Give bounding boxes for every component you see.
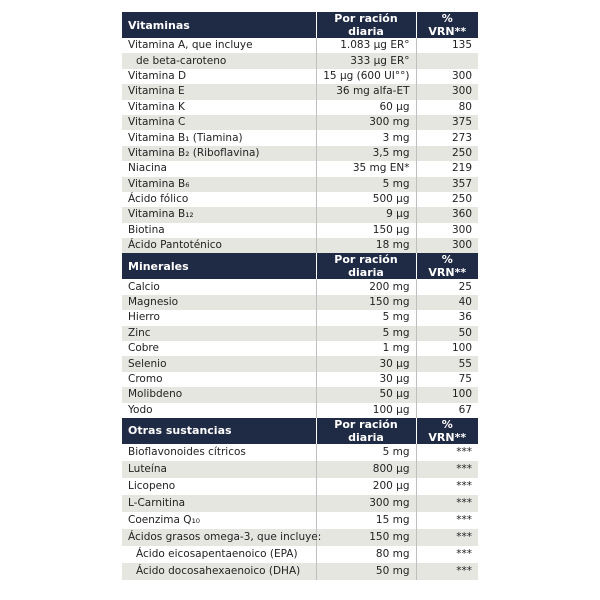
nutrient-vrn: 300 <box>416 69 478 84</box>
nutrient-amount: 500 µg <box>316 192 416 207</box>
table-row <box>122 326 478 341</box>
nutrient-vrn: 219 <box>416 161 478 176</box>
nutrient-name: Niacina <box>128 162 167 175</box>
table-row <box>122 295 478 310</box>
nutrient-amount: 150 mg <box>316 529 416 546</box>
nutrient-vrn: 40 <box>416 295 478 310</box>
nutrient-name: Ácido fólico <box>128 193 189 206</box>
amount-header: Por ración diaria <box>316 253 416 279</box>
table-row <box>122 546 478 563</box>
nutrient-name: Ácido docosahexaenoico (DHA) <box>122 563 316 580</box>
nutrient-amount: 5 mg <box>316 444 416 461</box>
nutrient-amount: 36 mg alfa-ET <box>316 84 416 99</box>
table-row <box>122 310 478 325</box>
nutrient-name: Ácido eicosapentaenoico (EPA) <box>136 547 298 560</box>
table-row <box>122 372 478 387</box>
nutrient-name: Cobre <box>128 342 159 355</box>
nutrient-amount: 1 mg <box>316 341 416 356</box>
nutrient-amount: 18 mg <box>316 238 416 253</box>
nutrient-name: Cromo <box>128 373 163 385</box>
table-row <box>122 529 478 546</box>
nutrient-amount: 50 mg <box>316 563 416 580</box>
amount-header: Por ración diaria <box>316 12 416 38</box>
section-header-minerales <box>122 253 478 279</box>
section-header-otras-sustancias <box>122 418 478 444</box>
nutrient-name: Vitamina D <box>128 69 187 82</box>
nutrient-amount: 15 mg <box>316 512 416 529</box>
table-row <box>122 279 478 294</box>
nutrient-vrn: 36 <box>416 310 478 325</box>
table-row <box>122 207 478 222</box>
table-row <box>122 563 478 580</box>
nutrient-name: Vitamina E <box>122 84 316 99</box>
table-row <box>122 403 478 418</box>
nutrient-vrn: 300 <box>416 238 478 253</box>
nutrient-name: Vitamina C <box>122 115 316 130</box>
nutrient-amount: 150 µg <box>316 223 416 238</box>
nutrient-vrn: *** <box>416 512 478 529</box>
section-title: Otras sustancias <box>122 418 316 444</box>
nutrient-vrn: 273 <box>416 130 478 145</box>
nutrient-vrn: 50 <box>416 326 478 341</box>
table-row <box>122 69 478 84</box>
nutrient-amount: 30 µg <box>316 372 416 387</box>
table-row <box>122 356 478 371</box>
nutrient-name: Vitamina B₂ (Riboflavina) <box>122 146 316 161</box>
table-row <box>122 161 478 176</box>
table-row <box>122 146 478 161</box>
nutrient-amount: 35 mg EN* <box>316 161 416 176</box>
nutrient-amount: 50 µg <box>316 387 416 402</box>
nutrient-amount: 3,5 mg <box>316 146 416 161</box>
table-row <box>122 495 478 512</box>
table-row <box>122 341 478 356</box>
nutrient-amount: 1.083 µg ER° <box>316 38 416 53</box>
table-row <box>122 387 478 402</box>
nutrient-name: Calcio <box>128 280 160 293</box>
nutrient-name: Vitamina B₆ <box>122 177 316 192</box>
nutrient-name: Vitamina A, que incluye <box>128 39 253 52</box>
section-title: Vitaminas <box>122 12 316 38</box>
vrn-header: % VRN** <box>416 253 478 279</box>
nutrient-amount: 60 µg <box>316 100 416 115</box>
nutrient-name: Selenio <box>122 356 316 371</box>
table-row <box>122 53 478 68</box>
nutrient-amount: 200 mg <box>316 279 416 294</box>
nutrient-name: Vitamina B₁ (Tiamina) <box>128 131 243 144</box>
nutrient-vrn <box>416 53 478 68</box>
nutrient-vrn: 75 <box>416 372 478 387</box>
nutrient-vrn: *** <box>416 495 478 512</box>
nutrient-vrn: *** <box>416 444 478 461</box>
nutrient-vrn: *** <box>416 478 478 495</box>
nutrient-vrn: *** <box>416 461 478 478</box>
nutrient-amount: 150 mg <box>316 295 416 310</box>
table-row <box>122 238 478 253</box>
nutrient-amount: 80 mg <box>316 546 416 563</box>
section-header-vitaminas <box>122 12 478 38</box>
nutrient-amount: 800 µg <box>316 461 416 478</box>
nutrient-name: Vitamina B₁₂ <box>122 207 316 222</box>
nutrient-amount: 3 mg <box>316 130 416 145</box>
nutrient-amount: 300 mg <box>316 495 416 512</box>
table-row <box>122 444 478 461</box>
nutrient-vrn: *** <box>416 529 478 546</box>
table-row <box>122 84 478 99</box>
nutrient-vrn: 100 <box>416 341 478 356</box>
nutrient-vrn: 55 <box>416 356 478 371</box>
table-row <box>122 478 478 495</box>
nutrient-amount: 200 µg <box>316 478 416 495</box>
nutrient-name: Zinc <box>122 326 316 341</box>
nutrition-table <box>122 12 478 580</box>
nutrient-amount: 333 µg ER° <box>316 53 416 68</box>
table-row <box>122 177 478 192</box>
nutrient-amount: 300 mg <box>316 115 416 130</box>
nutrient-amount: 5 mg <box>316 326 416 341</box>
nutrient-vrn: 300 <box>416 84 478 99</box>
nutrient-vrn: 357 <box>416 177 478 192</box>
amount-header: Por ración diaria <box>316 418 416 444</box>
table-row <box>122 100 478 115</box>
table-row <box>122 192 478 207</box>
nutrient-vrn: 250 <box>416 146 478 161</box>
nutrient-vrn: 300 <box>416 223 478 238</box>
nutrient-amount: 30 µg <box>316 356 416 371</box>
table-row <box>122 461 478 478</box>
nutrient-name: Yodo <box>128 403 153 416</box>
nutrient-name: L-Carnitina <box>122 495 316 512</box>
nutrient-vrn: 67 <box>416 403 478 418</box>
nutrient-amount: 15 µg (600 UI°°) <box>316 69 416 84</box>
nutrient-name: Molibdeno <box>122 387 316 402</box>
nutrient-vrn: 25 <box>416 279 478 294</box>
table-row <box>122 512 478 529</box>
table-row <box>122 223 478 238</box>
vrn-header: % VRN** <box>416 12 478 38</box>
vrn-header: % VRN** <box>416 418 478 444</box>
section-title: Minerales <box>122 253 316 279</box>
nutrient-name: Vitamina K <box>128 100 185 113</box>
nutrient-name: de beta-caroteno <box>122 53 316 68</box>
nutrient-name: Biotina <box>128 223 165 236</box>
nutrient-amount: 5 mg <box>316 310 416 325</box>
nutrient-vrn: 100 <box>416 387 478 402</box>
nutrient-vrn: 250 <box>416 192 478 207</box>
nutrient-name: Ácido Pantoténico <box>122 238 316 253</box>
nutrient-vrn: 80 <box>416 100 478 115</box>
nutrient-amount: 9 µg <box>316 207 416 222</box>
nutrient-vrn: 375 <box>416 115 478 130</box>
nutrient-name: Ácidos grasos omega-3, que incluye: <box>122 529 316 546</box>
nutrition-table-container <box>122 12 478 580</box>
table-row <box>122 115 478 130</box>
nutrient-name: Licopeno <box>128 479 176 492</box>
nutrient-name: Bioflavonoides cítricos <box>128 445 246 458</box>
table-row <box>122 130 478 145</box>
nutrient-amount: 5 mg <box>316 177 416 192</box>
nutrient-vrn: *** <box>416 546 478 563</box>
nutrient-name: Hierro <box>128 311 160 324</box>
nutrient-vrn: *** <box>416 563 478 580</box>
nutrient-vrn: 135 <box>416 38 478 53</box>
nutrient-name: Magnesio <box>122 295 316 310</box>
nutrient-name: Coenzima Q₁₀ <box>128 513 200 526</box>
nutrient-amount: 100 µg <box>316 403 416 418</box>
nutrient-vrn: 360 <box>416 207 478 222</box>
nutrient-name: Luteína <box>122 461 316 478</box>
table-row <box>122 38 478 53</box>
